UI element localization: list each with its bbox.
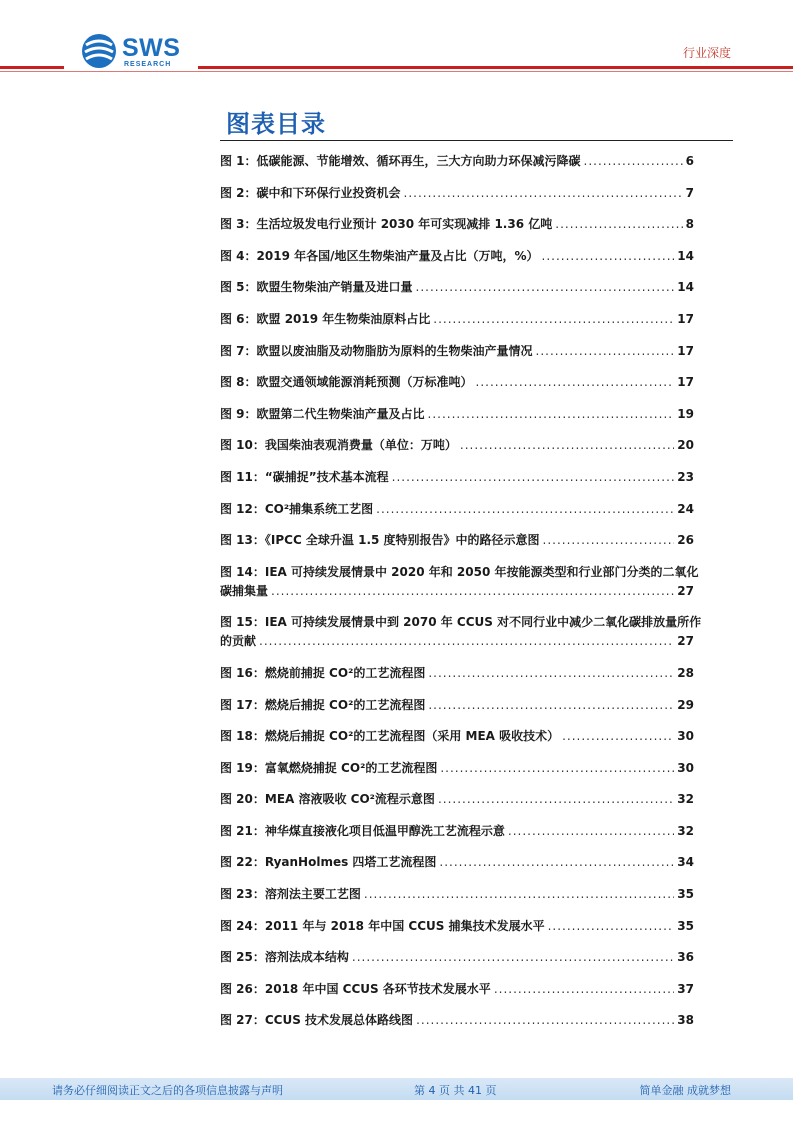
toc-entry[interactable] xyxy=(220,531,694,550)
toc-entry-page: 6 xyxy=(685,154,694,168)
toc-entry[interactable] xyxy=(220,215,694,234)
dot-leader xyxy=(508,822,674,841)
toc-entry-page: 38 xyxy=(677,1013,694,1028)
toc-entry-label: 图 8：欧盟交通领域能源消耗预测（万标准吨） xyxy=(220,375,473,390)
toc-entry[interactable] xyxy=(220,790,694,809)
toc-entry-label: 图 2：碳中和下环保行业投资机会 xyxy=(220,185,401,200)
toc-entry[interactable] xyxy=(220,468,694,487)
toc-entry-page: 14 xyxy=(677,248,694,263)
dot-leader xyxy=(439,853,674,872)
toc-entry-page: 28 xyxy=(677,665,694,680)
dot-leader xyxy=(543,531,675,550)
toc-entry-label: 图 20：MEA 溶液吸收 CO²流程示意图 xyxy=(220,792,435,807)
toc-entry-page: 36 xyxy=(677,950,694,965)
toc-entry[interactable] xyxy=(220,822,694,841)
toc-entry[interactable] xyxy=(220,184,694,203)
toc-entry[interactable] xyxy=(220,727,694,746)
dot-leader xyxy=(376,500,674,519)
toc-entry-page: 17 xyxy=(677,375,694,390)
page-title: 图表目录 xyxy=(226,110,326,138)
logo-mark-icon xyxy=(80,32,120,72)
toc-entry-page: 14 xyxy=(677,280,694,295)
toc-entry-label: 图 25：溶剂法成本结构 xyxy=(220,950,349,965)
dot-leader xyxy=(584,152,683,171)
toc-entry[interactable] xyxy=(220,373,694,392)
toc-entry-page: 24 xyxy=(677,501,694,516)
title-divider xyxy=(220,140,733,141)
company-logo xyxy=(80,32,190,72)
toc-entry-label: 图 16：燃烧前捕捉 CO²的工艺流程图 xyxy=(220,665,426,680)
toc-entry[interactable] xyxy=(220,1011,694,1030)
logo-text: SWS xyxy=(122,34,181,62)
header-rule-right xyxy=(198,66,793,69)
toc-entry[interactable] xyxy=(220,885,694,904)
toc-entry-label: 图 19：富氧燃烧捕捉 CO²的工艺流程图 xyxy=(220,760,438,775)
toc-entry-label: 图 13：《IPCC 全球升温 1.5 度特别报告》中的路径示意图 xyxy=(220,533,540,548)
header-rule-left xyxy=(0,66,64,69)
toc-entry-page: 37 xyxy=(677,981,694,996)
toc-entry[interactable] xyxy=(220,759,694,778)
toc-entry-label: 图 9：欧盟第二代生物柴油产量及占比 xyxy=(220,406,425,421)
toc-entry-page: 17 xyxy=(677,311,694,326)
toc-entry-page: 27 xyxy=(677,583,694,598)
toc-entry-label: 图 11：“碳捕捉”技术基本流程 xyxy=(220,469,389,484)
dot-leader xyxy=(494,980,674,999)
dot-leader xyxy=(416,278,675,297)
toc-entry-label: 图 3：生活垃圾发电行业预计 2030 年可实现减排 1.36 亿吨 xyxy=(220,217,553,232)
toc-entry-label-continued: 碳捕集量 xyxy=(220,583,269,598)
toc-entry-page: 30 xyxy=(677,760,694,775)
toc-entry-label: 图 5：欧盟生物柴油产销量及进口量 xyxy=(220,280,413,295)
toc-entry[interactable] xyxy=(220,980,694,999)
toc-entry-page: 7 xyxy=(685,185,694,200)
footer-page-info: 第 4 页 共 41 页 xyxy=(414,1084,497,1097)
dot-leader xyxy=(438,790,674,809)
toc-entry[interactable] xyxy=(220,917,694,936)
dot-leader xyxy=(562,727,674,746)
toc-entry[interactable] xyxy=(220,247,694,266)
toc-entry-page: 23 xyxy=(677,469,694,484)
toc-entry-label: 图 21：神华煤直接液化项目低温甲醇洗工艺流程示意 xyxy=(220,823,505,838)
toc-entry-page: 32 xyxy=(677,792,694,807)
toc-entry-page: 19 xyxy=(677,406,694,421)
toc-entry-label: 图 12：CO²捕集系统工艺图 xyxy=(220,501,374,516)
toc-entry[interactable] xyxy=(220,310,694,329)
toc-entry-page: 35 xyxy=(677,918,694,933)
toc-entry-label: 图 26：2018 年中国 CCUS 各环节技术发展水平 xyxy=(220,981,491,996)
toc-entry-label: 图 6：欧盟 2019 年生物柴油原料占比 xyxy=(220,311,431,326)
dot-leader xyxy=(460,436,674,455)
dot-leader xyxy=(555,215,682,234)
toc-entry[interactable] xyxy=(220,696,694,715)
dot-leader xyxy=(476,373,675,392)
toc-entry-label: 图 7：欧盟以废油脂及动物脂肪为原料的生物柴油产量情况 xyxy=(220,343,533,358)
toc-entry-label: 图 18：燃烧后捕捉 CO²的工艺流程图（采用 MEA 吸收技术） xyxy=(220,729,560,744)
toc-entry-label: 图 23：溶剂法主要工艺图 xyxy=(220,887,361,902)
toc-entry[interactable] xyxy=(220,342,694,361)
toc-entry-page: 20 xyxy=(677,438,694,453)
toc-entry-label: 图 24：2011 年与 2018 年中国 CCUS 捕集技术发展水平 xyxy=(220,918,545,933)
dot-leader xyxy=(428,664,674,683)
dot-leader xyxy=(440,759,674,778)
dot-leader xyxy=(433,310,674,329)
toc-entry-label: 图 4：2019 年各国/地区生物柴油产量及占比（万吨，%） xyxy=(220,248,539,263)
toc-entry[interactable] xyxy=(220,664,694,683)
toc-entry-label: 图 27：CCUS 技术发展总体路线图 xyxy=(220,1013,414,1028)
toc-entry-page: 35 xyxy=(677,887,694,902)
dot-leader xyxy=(428,696,674,715)
toc-entry[interactable] xyxy=(220,405,694,424)
dot-leader xyxy=(416,1011,674,1030)
toc-entry-page: 26 xyxy=(677,533,694,548)
footer-disclaimer: 请务必仔细阅读正文之后的各项信息披露与声明 xyxy=(52,1084,283,1097)
report-type: 行业深度 xyxy=(682,46,731,60)
toc-entry-label: 图 17：燃烧后捕捉 CO²的工艺流程图 xyxy=(220,697,426,712)
dot-leader xyxy=(548,917,675,936)
toc-entry-page: 17 xyxy=(677,343,694,358)
toc-entry-page: 29 xyxy=(677,697,694,712)
dot-leader xyxy=(428,405,675,424)
toc-entry-label-continued: 的贡献 xyxy=(220,634,257,649)
toc-entry-label: 图 22：RyanHolmes 四塔工艺流程图 xyxy=(220,855,437,870)
toc-entry[interactable] xyxy=(220,563,699,601)
footer-slogan: 简单金融 成就梦想 xyxy=(639,1084,731,1097)
toc-entry[interactable] xyxy=(220,436,694,455)
toc-entry-page: 30 xyxy=(677,729,694,744)
dot-leader xyxy=(404,184,683,203)
toc-entry-page: 27 xyxy=(677,634,694,649)
toc-entry[interactable] xyxy=(220,152,694,171)
toc-entry[interactable] xyxy=(220,948,694,967)
dot-leader xyxy=(392,468,675,487)
toc-entry-page: 34 xyxy=(677,855,694,870)
toc-entry-label: 图 10：我国柴油表观消费量（单位：万吨） xyxy=(220,438,457,453)
toc-entry-page: 8 xyxy=(685,217,694,232)
toc-entry-label: 图 15：IEA 可持续发展情景中到 2070 年 CCUS 对不同行业中减少二氧化碳排放量所作 xyxy=(220,615,702,630)
dot-leader xyxy=(259,632,674,651)
toc-entry[interactable] xyxy=(220,500,694,519)
toc-entry[interactable] xyxy=(220,613,702,651)
header-rule-thin xyxy=(0,71,793,72)
dot-leader xyxy=(536,342,675,361)
dot-leader xyxy=(542,247,675,266)
figure-list xyxy=(220,152,702,1043)
toc-entry-label: 图 14：IEA 可持续发展情景中 2020 年和 2050 年按能源类型和行业部门分类的二氧化 xyxy=(220,564,699,579)
logo-subtext: RESEARCH xyxy=(124,61,172,68)
dot-leader xyxy=(364,885,674,904)
toc-entry[interactable] xyxy=(220,278,694,297)
toc-entry-label: 图 1：低碳能源、节能增效、循环再生，三大方向助力环保减污降碳 xyxy=(220,154,581,168)
toc-entry-page: 32 xyxy=(677,823,694,838)
dot-leader xyxy=(352,948,674,967)
dot-leader xyxy=(271,582,674,601)
toc-entry[interactable] xyxy=(220,853,694,872)
